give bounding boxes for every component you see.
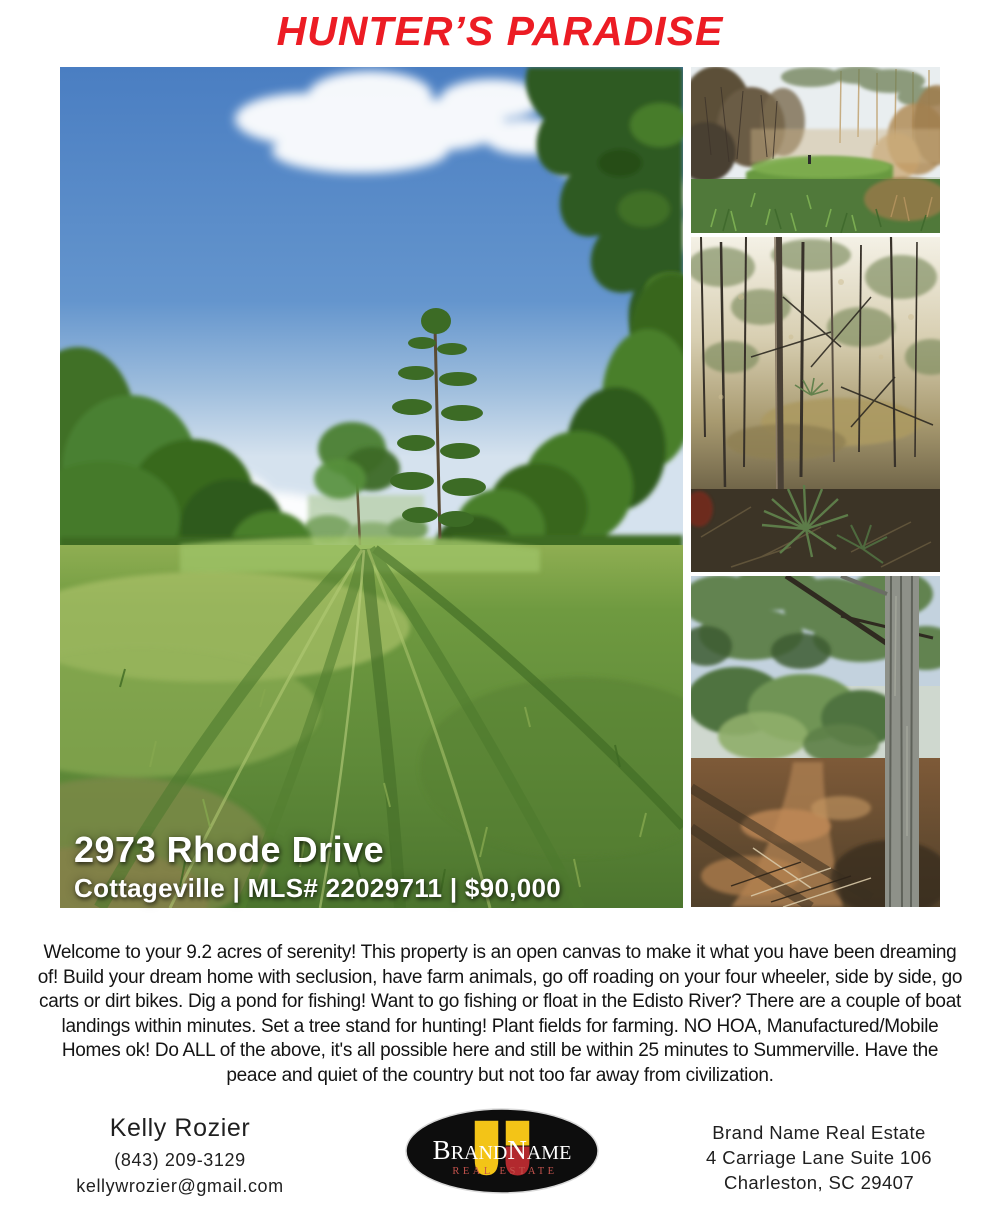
main-property-photo xyxy=(60,67,683,908)
side-photo-3-illustration xyxy=(691,576,940,907)
side-photo-clearing xyxy=(691,67,940,233)
property-address: 2973 Rhode Drive xyxy=(74,829,385,871)
office-name: Brand Name Real Estate xyxy=(712,1122,926,1143)
logo-tagline: REAL ESTATE xyxy=(452,1166,558,1177)
main-photo-illustration xyxy=(60,67,683,908)
property-subline: Cottageville | MLS# 22029711 | $90,000 xyxy=(74,873,562,903)
agent-block xyxy=(40,1114,320,1197)
office-block xyxy=(679,1120,959,1195)
flyer-title: HUNTER’S PARADISE xyxy=(276,8,724,54)
side-photo-2-illustration xyxy=(691,237,940,572)
brand-logo xyxy=(402,1106,602,1201)
brand-logo-illustration xyxy=(402,1106,602,1201)
side-photo-wooded-trail xyxy=(691,576,940,907)
side-photo-1-illustration xyxy=(691,67,940,233)
address-overlay xyxy=(74,830,561,904)
property-description: Welcome to your 9.2 acres of serenity! This property is an open canvas to make it what you have been dreaming of! Build your dream home with seclusion, have farm animals, go off roading on your four wheeler, side by side, go carts or dirt bikes. Dig a pond for fishing! Want to go fishing or float in the Edisto River? There are a couple of boat landings within minutes. Set a tree stand for hunting! Plant fields for farming. NO HOA, Manufactured/Mobile Homes ok! Do ALL of the above, it's all possible here and still be within 25 minutes to Summerville. Have the peace and quiet of the country but not too far away from civilization. xyxy=(37,942,963,1086)
agent-email: kellywrozier@gmail.com xyxy=(76,1176,284,1196)
agent-phone: (843) 209-3129 xyxy=(114,1150,246,1170)
office-address-line2: Charleston, SC 29407 xyxy=(723,1172,915,1193)
office-address-line1: 4 Carriage Lane Suite 106 xyxy=(706,1147,932,1168)
side-photo-dense-woods xyxy=(691,237,940,572)
agent-name: Kelly Rozier xyxy=(109,1114,251,1142)
logo-brand-text: BRANDNAME xyxy=(432,1135,572,1165)
distant-figure xyxy=(808,155,811,164)
